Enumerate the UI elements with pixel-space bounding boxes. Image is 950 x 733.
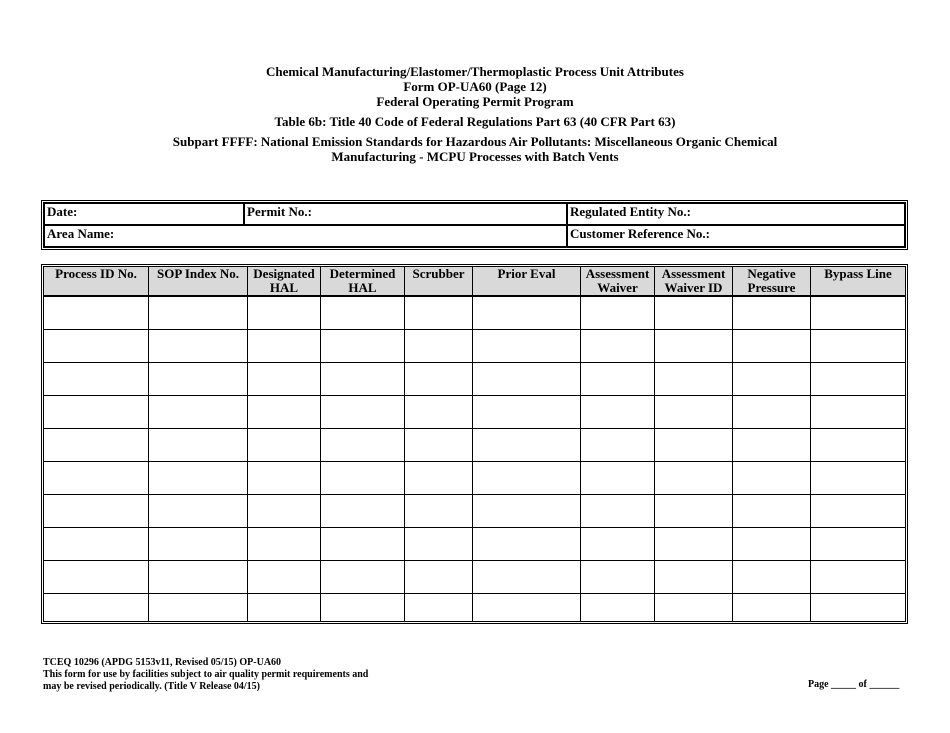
table-cell[interactable] bbox=[149, 396, 248, 429]
table-cell[interactable] bbox=[581, 363, 655, 396]
entity-label: Regulated Entity No.: bbox=[570, 204, 691, 219]
table-cell[interactable] bbox=[44, 462, 149, 495]
customer-ref-label: Customer Reference No.: bbox=[570, 226, 710, 241]
table-title: Table 6b: Title 40 Code of Federal Regulations Part 63 (40 CFR Part 63) bbox=[274, 114, 676, 129]
table-cell[interactable] bbox=[248, 429, 321, 462]
table-cell[interactable] bbox=[248, 462, 321, 495]
table-cell[interactable] bbox=[405, 363, 473, 396]
table-cell[interactable] bbox=[581, 330, 655, 363]
table-cell[interactable] bbox=[811, 594, 905, 621]
table-cell[interactable] bbox=[811, 462, 905, 495]
table-cell[interactable] bbox=[321, 297, 405, 330]
col-designated-hal: Designated HAL bbox=[248, 267, 321, 297]
table-row bbox=[44, 396, 905, 429]
table-cell[interactable] bbox=[248, 330, 321, 363]
table-cell[interactable] bbox=[733, 297, 811, 330]
table-cell[interactable] bbox=[321, 396, 405, 429]
table-cell[interactable] bbox=[655, 330, 733, 363]
table-cell[interactable] bbox=[811, 330, 905, 363]
table-cell[interactable] bbox=[405, 528, 473, 561]
table-cell[interactable] bbox=[149, 363, 248, 396]
col-process-id: Process ID No. bbox=[44, 267, 149, 297]
col-bypass-line: Bypass Line bbox=[811, 267, 905, 297]
table-cell[interactable] bbox=[321, 594, 405, 621]
table-cell[interactable] bbox=[321, 363, 405, 396]
subpart-title-line1: Subpart FFFF: National Emission Standards for Hazardous Air Pollutants: Miscellaneous Organic Chemical bbox=[172, 134, 778, 149]
col-sop-index: SOP Index No. bbox=[149, 267, 248, 297]
table-row bbox=[44, 528, 905, 561]
table-cell[interactable] bbox=[655, 594, 733, 621]
table-cell[interactable] bbox=[149, 330, 248, 363]
form-footer bbox=[43, 657, 368, 693]
table-cell[interactable] bbox=[405, 396, 473, 429]
form-number: Form OP-UA60 (Page 12) bbox=[403, 79, 547, 94]
table-cell[interactable] bbox=[733, 528, 811, 561]
form-title: Chemical Manufacturing/Elastomer/Thermoplastic Process Unit Attributes bbox=[266, 64, 684, 79]
table-cell[interactable] bbox=[473, 528, 581, 561]
table-cell[interactable] bbox=[581, 429, 655, 462]
table-cell[interactable] bbox=[733, 561, 811, 594]
table-cell[interactable] bbox=[149, 429, 248, 462]
table-cell[interactable] bbox=[655, 297, 733, 330]
col-prior-eval: Prior Eval bbox=[473, 267, 581, 297]
col-assessment-waiver-id: Assessment Waiver ID bbox=[655, 267, 733, 297]
table-cell[interactable] bbox=[811, 561, 905, 594]
table-cell[interactable] bbox=[44, 528, 149, 561]
table-cell[interactable] bbox=[581, 396, 655, 429]
table-cell[interactable] bbox=[44, 297, 149, 330]
table-cell[interactable] bbox=[581, 297, 655, 330]
table-row bbox=[44, 495, 905, 528]
col-negative-pressure: Negative Pressure bbox=[733, 267, 811, 297]
area-name-label: Area Name: bbox=[47, 226, 115, 241]
header-row bbox=[44, 267, 905, 297]
table-cell[interactable] bbox=[811, 363, 905, 396]
table-row bbox=[44, 594, 905, 621]
form-revision: TCEQ 10296 (APDG 5153v11, Revised 05/15) OP-UA60 bbox=[43, 657, 282, 668]
table-cell[interactable] bbox=[321, 429, 405, 462]
table-cell[interactable] bbox=[149, 594, 248, 621]
table-cell[interactable] bbox=[581, 462, 655, 495]
form-note-line2: may be revised periodically. (Title V Release 04/15) bbox=[43, 681, 261, 692]
form-header bbox=[0, 64, 950, 164]
entity-field[interactable] bbox=[567, 203, 905, 225]
table-cell[interactable] bbox=[248, 594, 321, 621]
table-cell[interactable] bbox=[473, 561, 581, 594]
table-row bbox=[44, 462, 905, 495]
table-cell[interactable] bbox=[44, 396, 149, 429]
permit-field[interactable] bbox=[244, 203, 567, 225]
info-table bbox=[41, 200, 908, 250]
table-cell[interactable] bbox=[44, 429, 149, 462]
table-cell[interactable] bbox=[473, 429, 581, 462]
table-cell[interactable] bbox=[733, 594, 811, 621]
table-row bbox=[44, 363, 905, 396]
process-attributes-table bbox=[41, 264, 908, 624]
table-cell[interactable] bbox=[811, 396, 905, 429]
table-cell[interactable] bbox=[655, 429, 733, 462]
table-cell[interactable] bbox=[733, 363, 811, 396]
table-cell[interactable] bbox=[248, 297, 321, 330]
table-cell[interactable] bbox=[248, 528, 321, 561]
table-row bbox=[44, 330, 905, 363]
table-cell[interactable] bbox=[473, 462, 581, 495]
table-cell[interactable] bbox=[473, 594, 581, 621]
table-cell[interactable] bbox=[44, 495, 149, 528]
table-cell[interactable] bbox=[655, 495, 733, 528]
table-cell[interactable] bbox=[321, 495, 405, 528]
table-cell[interactable] bbox=[473, 495, 581, 528]
table-cell[interactable] bbox=[811, 495, 905, 528]
table-cell[interactable] bbox=[149, 528, 248, 561]
program-name: Federal Operating Permit Program bbox=[376, 94, 574, 109]
table-cell[interactable] bbox=[44, 561, 149, 594]
table-cell[interactable] bbox=[733, 330, 811, 363]
table-cell[interactable] bbox=[655, 462, 733, 495]
date-label: Date: bbox=[47, 204, 78, 219]
table-cell[interactable] bbox=[248, 495, 321, 528]
table-cell[interactable] bbox=[321, 528, 405, 561]
table-cell[interactable] bbox=[44, 594, 149, 621]
table-cell[interactable] bbox=[811, 528, 905, 561]
table-cell[interactable] bbox=[655, 396, 733, 429]
table-cell[interactable] bbox=[581, 561, 655, 594]
table-cell[interactable] bbox=[811, 429, 905, 462]
table-cell[interactable] bbox=[581, 594, 655, 621]
table-cell[interactable] bbox=[581, 528, 655, 561]
date-field[interactable] bbox=[44, 203, 244, 225]
table-cell[interactable] bbox=[248, 396, 321, 429]
col-scrubber: Scrubber bbox=[405, 267, 473, 297]
table-cell[interactable] bbox=[405, 495, 473, 528]
table-cell[interactable] bbox=[149, 297, 248, 330]
table-cell[interactable] bbox=[248, 363, 321, 396]
table-cell[interactable] bbox=[473, 297, 581, 330]
table-cell[interactable] bbox=[248, 561, 321, 594]
table-cell[interactable] bbox=[321, 561, 405, 594]
table-cell[interactable] bbox=[149, 561, 248, 594]
table-cell[interactable] bbox=[405, 561, 473, 594]
table-cell[interactable] bbox=[733, 495, 811, 528]
table-cell[interactable] bbox=[321, 330, 405, 363]
permit-label: Permit No.: bbox=[247, 204, 312, 219]
table-cell[interactable] bbox=[405, 594, 473, 621]
table-row bbox=[44, 429, 905, 462]
table-cell[interactable] bbox=[405, 462, 473, 495]
table-cell[interactable] bbox=[44, 330, 149, 363]
subpart-title-line2: Manufacturing - MCPU Processes with Batch Vents bbox=[331, 149, 619, 164]
col-determined-hal: Determined HAL bbox=[321, 267, 405, 297]
table-row bbox=[44, 297, 905, 330]
table-cell[interactable] bbox=[655, 528, 733, 561]
table-cell[interactable] bbox=[581, 495, 655, 528]
page-number: Page _____ of ______ bbox=[808, 679, 900, 690]
table-row bbox=[44, 561, 905, 594]
area-name-field[interactable] bbox=[44, 225, 567, 247]
table-cell[interactable] bbox=[473, 330, 581, 363]
table-cell[interactable] bbox=[733, 396, 811, 429]
table-cell[interactable] bbox=[405, 429, 473, 462]
table-cell[interactable] bbox=[473, 396, 581, 429]
table-cell[interactable] bbox=[149, 495, 248, 528]
table-cell[interactable] bbox=[405, 330, 473, 363]
table-cell[interactable] bbox=[44, 363, 149, 396]
table-cell[interactable] bbox=[655, 363, 733, 396]
table-cell[interactable] bbox=[149, 462, 248, 495]
col-assessment-waiver: Assessment Waiver bbox=[581, 267, 655, 297]
table-cell[interactable] bbox=[321, 462, 405, 495]
table-cell[interactable] bbox=[811, 297, 905, 330]
table-cell[interactable] bbox=[733, 429, 811, 462]
customer-ref-field[interactable] bbox=[567, 225, 905, 247]
table-cell[interactable] bbox=[655, 561, 733, 594]
table-cell[interactable] bbox=[405, 297, 473, 330]
table-cell[interactable] bbox=[473, 363, 581, 396]
table-cell[interactable] bbox=[733, 462, 811, 495]
form-note-line1: This form for use by facilities subject to air quality permit requirements and bbox=[43, 669, 369, 680]
